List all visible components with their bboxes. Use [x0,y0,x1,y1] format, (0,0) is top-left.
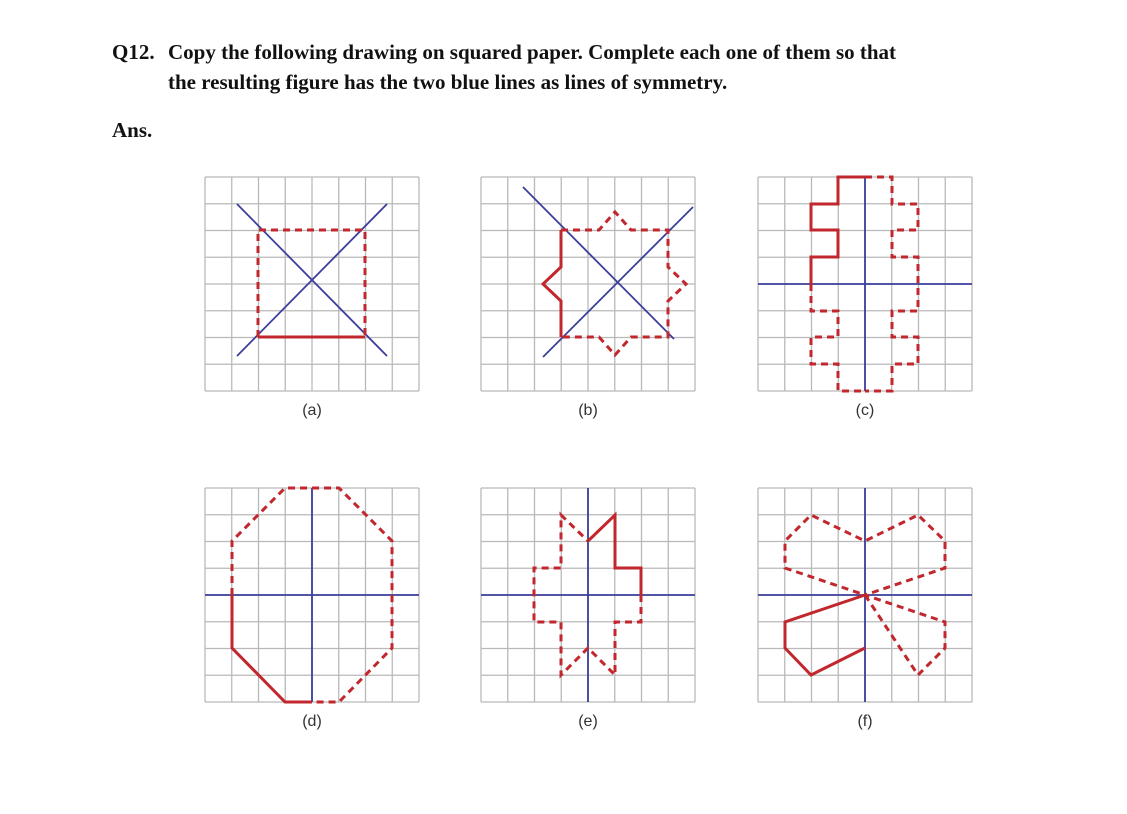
figure-e [481,488,695,730]
caption-c: (c) [855,402,875,419]
figure-a [205,177,419,419]
figure-d [205,488,419,730]
symmetry-line-b-1 [523,187,674,339]
question-text-line-2: the resulting figure has the two blue lines as lines of symmetry. [168,70,728,94]
caption-e: (e) [578,713,598,730]
caption-a: (a) [302,402,322,419]
caption-b: (b) [578,402,598,419]
caption-f: (f) [857,713,873,730]
figure-c [758,177,972,419]
question-text-line-1: Copy the following drawing on squared paper. Complete each one of them so that [168,40,897,64]
answer-label: Ans. [112,118,153,142]
figure-b [481,177,695,419]
figure-f [758,488,972,730]
grid-a [205,177,419,391]
grid-b [481,177,695,391]
question-number: Q12. [112,40,155,64]
given-part-f [785,595,865,675]
caption-d: (d) [302,713,322,730]
